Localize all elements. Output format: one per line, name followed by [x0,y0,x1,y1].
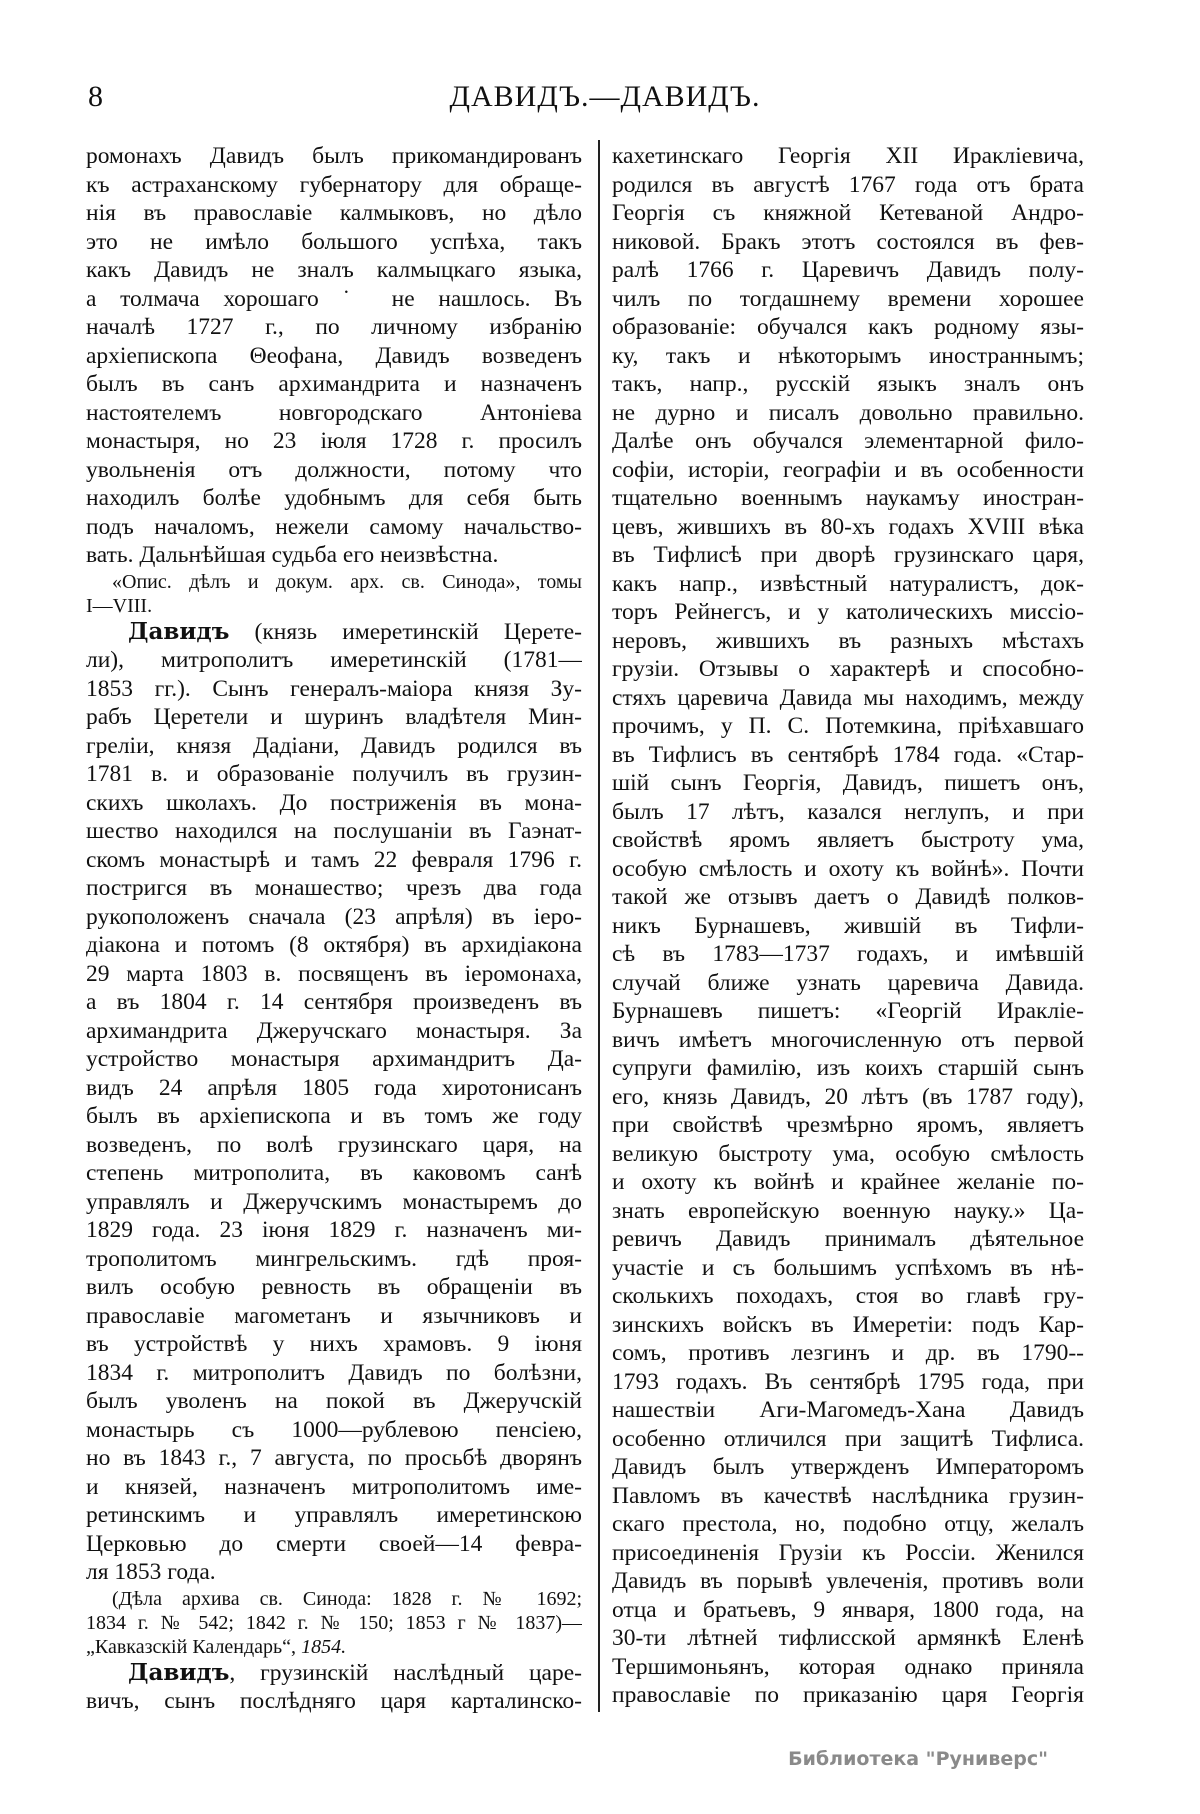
text-line [612,1624,1084,1653]
line-text: управлялъ и Джеручскимъ монастыремъ до [86,1188,582,1215]
line-text: сѣ въ 1783—1737 годахъ, и имѣвшій [612,941,1084,967]
line-text: нія въ православіе калмыковъ, но дѣло [86,200,582,226]
text-line [612,342,1084,371]
text-line [612,228,1084,257]
line-text: софіи, исторіи, географіи и въ особенности [612,456,1084,483]
text-line [612,541,1084,570]
text-line [612,598,1084,627]
line-text: 1834 г. № 542; 1842 г. № 150; 1853 г № 1837)— [86,1611,582,1634]
text-line [86,313,582,342]
text-line [86,228,582,257]
line-text: присоединенія Грузіи къ Россіи. Женился [612,1539,1084,1566]
text-line [612,1653,1084,1682]
line-text: Тершимоньянъ, которая однако приняла [612,1653,1084,1680]
text-line [612,1596,1084,1625]
text-line [612,1368,1084,1397]
text-line [612,427,1084,456]
line-text: но въ 1843 г., 7 августа, по просьбѣ дворянъ [86,1445,582,1471]
text-line [86,646,582,675]
text-line [86,1416,582,1445]
line-text: скаго престола, но, подобно отцу, желалъ [612,1511,1084,1537]
text-line [612,285,1084,314]
line-text: ралѣ 1766 г. Царевичъ Давидъ полу- [612,257,1084,283]
entry-heading-line [86,618,582,647]
line-text: Бурнашевъ пишетъ: «Георгій Ираклiе- [612,998,1084,1024]
line-text: неровъ, жившихъ въ разныхъ мѣстахъ [612,627,1084,654]
line-text: сколькихъ походахъ, стоя во главѣ гру- [612,1283,1084,1309]
text-line [86,1131,582,1160]
text-line [86,342,582,371]
text-line [86,1387,582,1416]
line-text: Далѣе онъ обучался элементарной фило- [612,428,1084,454]
line-text: 29 марта 1803 в. посвященъ въ іеромонаха, [86,960,582,987]
line-text: въ Тифлисѣ при дворѣ грузинскаго царя, [612,542,1084,568]
line-text: кахетинскаго Георгія XII Иракліевича, [612,143,1084,169]
text-line [86,1587,582,1611]
line-text: 30-ти лѣтней тифлисской армянкѣ Еленѣ [612,1625,1084,1651]
line-text: , грузинскій наслѣдный царе- [229,1659,582,1686]
line-text: началѣ 1727 г., по личному избранію [86,314,582,340]
line-text: возведенъ, по волѣ грузинскаго царя, на [86,1131,582,1158]
text-line [612,684,1084,713]
text-line [612,199,1084,228]
line-text: 1829 года. 23 іюня 1829 г. назначенъ ми- [86,1217,582,1243]
text-line [612,1453,1084,1482]
line-text: грузіи. Отзывы о характерѣ и способно- [612,656,1084,682]
text-line [612,570,1084,599]
line-text: торъ Рейнегсъ, и у католическихъ миссіо- [612,599,1084,625]
line-text: свойствѣ яромъ являетъ быстроту ума, [612,827,1084,853]
text-line [612,769,1084,798]
line-text: Церковью до смерти своей—14 февра- [86,1530,582,1557]
line-text: вилъ особую ревность въ обращеніи въ [86,1274,582,1300]
text-line [86,1245,582,1274]
text-line [612,1168,1084,1197]
line-text: а въ 1804 г. 14 сентября произведенъ въ [86,989,582,1015]
text-line [86,285,582,314]
text-line [612,1510,1084,1539]
text-line [86,817,582,846]
text-line [86,1501,582,1530]
text-line [86,1273,582,1302]
line-text: образованіе: обучался какъ родному язы- [612,314,1084,340]
text-line [86,399,582,428]
text-line [612,1425,1084,1454]
text-line [612,1311,1084,1340]
line-text: трополитомъ мингрельскимъ. гдѣ проя- [86,1245,582,1272]
line-text: (Дѣла архива св. Синода: 1828 г. № 1692; [112,1587,582,1610]
line-text: православіе магометанъ и язычниковъ и [86,1302,582,1329]
text-line [86,1102,582,1131]
text-line [86,789,582,818]
text-line [86,142,582,171]
page-number: 8 [88,80,103,113]
line-text: участіе и съ большимъ успѣхомъ въ нѣ- [612,1254,1084,1281]
text-line [86,1611,582,1635]
text-line [86,960,582,989]
text-line [86,846,582,875]
line-text: ревичъ Давидъ принималъ дѣятельное [612,1226,1084,1252]
line-text: (князь имеретинскій Церете- [229,618,582,645]
text-line [86,1330,582,1359]
entry-headword: Давидъ [128,617,230,645]
text-line [612,1396,1084,1425]
text-line [612,855,1084,884]
left-column [86,142,582,1716]
line-text: отца и братьевъ, 9 января, 1800 года, на [612,1596,1084,1623]
right-column [612,142,1084,1710]
text-line [86,1017,582,1046]
line-text: монастырь съ 1000—рублевою пенсіею, [86,1416,582,1443]
line-text: случай ближе узнать царевича Давида. [612,969,1084,996]
line-text: 1793 годахъ. Въ сентябрѣ 1795 года, при [612,1368,1084,1395]
line-text: это не имѣло большого успѣха, такъ [86,228,582,255]
text-line [612,399,1084,428]
text-line [86,1558,582,1587]
text-line [86,1216,582,1245]
text-line [86,456,582,485]
text-line [612,798,1084,827]
line-text: при свойствѣ чрезмѣрно яромъ, являетъ [612,1112,1084,1138]
line-text: подъ началомъ, нежели самому начальство- [86,513,582,540]
line-text: нашествіи Аги-Магомедъ-Хана Давидъ [612,1397,1084,1423]
line-text: Георгія съ княжной Кетеваной Андро- [612,200,1084,226]
line-text: вать. Дальнѣйшая судьба его неизвѣстна. [86,542,499,568]
line-text: сомъ, противъ лезгинъ и др. въ 1790-- [612,1340,1084,1366]
line-text: вичъ, сынъ послѣдняго царя карталинско- [86,1688,582,1714]
text-line [612,1339,1084,1368]
line-text: 1834 г. митрополитъ Давидъ по болѣзни, [86,1359,582,1386]
line-text: былъ 17 лѣтъ, казался неглупъ, и при [612,798,1084,825]
line-text: Павломъ въ качествѣ наслѣдника грузин- [612,1482,1084,1509]
text-line [612,1254,1084,1283]
line-text: никовой. Бракъ этотъ состоялся въ фев- [612,228,1084,255]
text-line [86,171,582,200]
line-text: былъ въ санъ архимандрита и назначенъ [86,371,582,397]
text-line [86,594,582,618]
text-line [612,969,1084,998]
text-line [86,732,582,761]
line-text: къ астраханскому губернатору для обраще- [86,171,582,198]
text-line [612,712,1084,741]
text-line [612,313,1084,342]
text-line [86,1302,582,1331]
text-line [86,1045,582,1074]
text-line [86,1074,582,1103]
text-line [86,1530,582,1559]
text-line [86,931,582,960]
line-text: великую быстроту ума, особую смѣлость [612,1140,1084,1167]
line-text: ретинскимъ и управлялъ имеретинскою [86,1502,582,1528]
line-text: увольненія отъ должности, потому что [86,456,582,483]
text-line [86,256,582,285]
text-line [612,655,1084,684]
line-text: діакона и потомъ (8 октября) въ архидіакона [86,932,582,958]
text-line [612,741,1084,770]
running-head: ДАВИДЪ.—ДАВИДЪ. [449,80,761,113]
line-text: ромонахъ Давидъ былъ прикомандированъ [86,143,582,169]
text-line [612,1111,1084,1140]
line-text: такой же отзывъ даетъ о Давидѣ полков- [612,884,1084,910]
line-text: цевъ, жившихъ въ 80-хъ годахъ XVIII вѣка [612,513,1084,540]
line-text: стяхъ царевича Давида мы находимъ, между [612,684,1084,711]
line-text: рукоположенъ сначала (23 апрѣля) въ іеро- [86,903,582,930]
line-text: скихъ школахъ. До постриженія въ мона- [86,789,582,816]
text-line [612,370,1084,399]
line-text: а толмача хорошаго ˙ не нашлось. Въ [86,285,582,312]
line-text: Давидъ былъ утвержденъ Императоромъ [612,1454,1084,1480]
line-text: I—VIII. [86,594,153,617]
line-text: былъ въ архіепископа и въ томъ же году [86,1103,582,1129]
line-text: прочимъ, у П. С. Потемкина, пріѣхавшаго [612,713,1084,739]
text-line [612,940,1084,969]
text-line [86,1687,582,1716]
line-text: «Опис. дѣлъ и докум. арх. св. Синода», томы [112,570,582,593]
line-text: никъ Бурнашевъ, жившій въ Тифли- [612,912,1084,939]
text-line [612,513,1084,542]
line-text: находилъ болѣе удобнымъ для себя быть [86,485,582,511]
line-text: какъ Давидъ не зналъ калмыцкаго языка, [86,257,582,283]
line-text: шій сынъ Георгія, Давидъ, пишетъ онъ, [612,770,1084,796]
line-text: устройство монастыря архимандритъ Да- [86,1046,582,1072]
italic-year: 1854. [301,1635,347,1658]
text-line [86,370,582,399]
text-line [86,874,582,903]
line-text: „Кавказскій Календарь“, 1854. [86,1635,347,1658]
text-line [86,484,582,513]
text-line [612,1083,1084,1112]
line-text: такъ, напр., русскій языкъ зналъ онъ [612,371,1084,397]
text-line [86,760,582,789]
text-line [612,912,1084,941]
text-line [612,1567,1084,1596]
text-line [612,1054,1084,1083]
text-line [612,1197,1084,1226]
text-line [86,988,582,1017]
text-line [612,1681,1084,1710]
line-text: монастыря, но 23 іюля 1728 г. просилъ [86,428,582,454]
line-text: степень митрополита, въ каковомъ санѣ [86,1160,582,1186]
text-line [86,513,582,542]
text-line [86,570,582,594]
line-text: ку, такъ и нѣкоторымъ иностраннымъ; [612,342,1084,369]
line-text: знать европейскую военную науку.» Ца- [612,1197,1084,1224]
text-line [612,1026,1084,1055]
text-line [612,997,1084,1026]
text-line [612,1539,1084,1568]
text-line [612,484,1084,513]
library-watermark: Библиотека "Руниверс" [788,1748,1048,1770]
text-line [86,1359,582,1388]
line-text: какъ напр., извѣстный натуралистъ, док- [612,570,1084,597]
line-text: въ Тифлисъ въ сентябрѣ 1784 года. «Стар- [612,741,1084,768]
line-text: и князей, назначенъ митрополитомъ име- [86,1473,582,1500]
text-line [86,1635,582,1659]
text-line [612,826,1084,855]
line-text: родился въ августѣ 1767 года отъ брата [612,171,1084,198]
line-text: видъ 24 апрѣля 1805 года хиротонисанъ [86,1074,582,1101]
line-text: не дурно и писалъ довольно правильно. [612,399,1084,426]
line-text: скомъ монастырѣ и тамъ 22 февраля 1796 г. [86,846,582,873]
text-line [86,541,582,570]
line-text: тщательно военнымъ наукамъу иностран- [612,485,1084,511]
text-line [612,883,1084,912]
text-line [612,142,1084,171]
line-text: зинскихъ войскъ въ Имеретіи: подъ Кар- [612,1311,1084,1338]
line-text: шество находился на послушаніи въ Гаэнат- [86,818,582,844]
line-text: постригся въ монашество; чрезъ два года [86,875,582,901]
line-text: вичъ имѣетъ многочисленную отъ первой [612,1026,1084,1053]
text-line [612,1225,1084,1254]
line-text: въ устройствѣ у нихъ храмовъ. 9 іюня [86,1331,582,1357]
text-line [86,1159,582,1188]
text-line [612,1140,1084,1169]
text-line [86,1473,582,1502]
text-line [612,256,1084,285]
line-text: 1781 в. и образованіе получилъ въ грузин- [86,761,582,787]
text-line [86,427,582,456]
line-text: супруги фамилію, изъ коихъ старшій сынъ [612,1055,1084,1081]
line-text: архіепископа Θеофана, Давидъ возведенъ [86,342,582,369]
column-divider [598,140,600,1712]
line-text: его, князь Давидъ, 20 лѣтъ (въ 1787 году), [612,1083,1084,1110]
line-text: настоятелемъ новгородскаго Антоніева [86,399,582,426]
text-line [86,1444,582,1473]
line-text: чилъ по тогдашнему времени хорошее [612,285,1084,312]
line-text: православіе по приказанію царя Георгія [612,1682,1084,1708]
line-text: архимандрита Джеручскаго монастыря. За [86,1017,582,1044]
entry-heading-line [86,1659,582,1688]
text-line [612,627,1084,656]
line-text: греліи, князя Дадіани, Давидъ родился въ [86,732,582,759]
text-line [612,456,1084,485]
text-line [86,1188,582,1217]
line-text: особую смѣлость и охоту къ войнѣ». Почти [612,855,1084,882]
line-text: Давидъ въ порывѣ увлеченія, противъ воли [612,1568,1084,1594]
text-line [612,1482,1084,1511]
line-text: ля 1853 года. [86,1559,216,1585]
line-text: ли), митрополитъ имеретинскій (1781— [86,647,582,673]
line-text: 1853 гг.). Сынъ генералъ-маіора князя Зу- [86,675,582,702]
text-line [86,675,582,704]
text-line [86,903,582,932]
text-line [612,171,1084,200]
text-line [86,703,582,732]
line-text: былъ уволенъ на покой въ Джеручскій [86,1388,582,1414]
line-text: и охоту къ войнѣ и крайнее желаніе по- [612,1169,1084,1195]
entry-headword: Давидъ [128,1658,230,1686]
line-text: рабъ Церетели и шуринъ владѣтеля Мин- [86,704,582,730]
line-text: особенно отличился при защитѣ Тифлиса. [612,1425,1084,1452]
text-line [612,1282,1084,1311]
text-line [86,199,582,228]
